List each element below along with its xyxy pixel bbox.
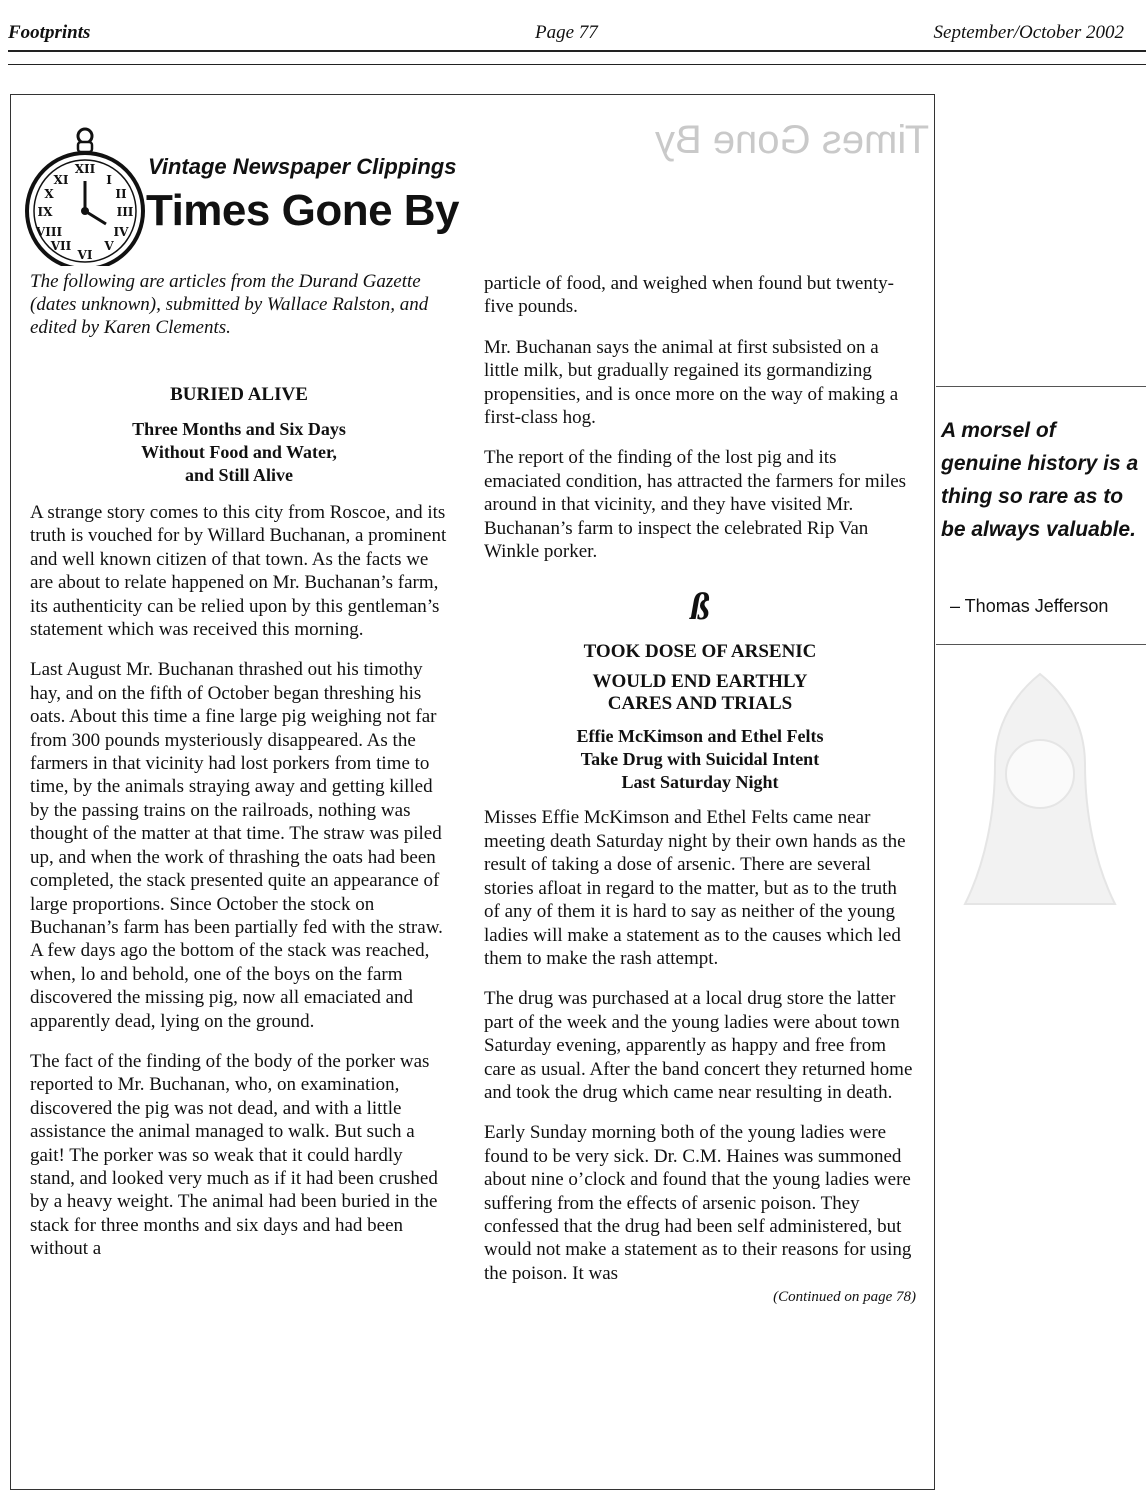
subhead-arsenic-1: Effie McKimson and Ethel Felts bbox=[576, 726, 824, 747]
subhead-arsenic-2: Take Drug with Suicidal Intent bbox=[580, 749, 820, 770]
headline-arsenic-3: CARES AND TRIALS bbox=[607, 693, 793, 715]
svg-text:X: X bbox=[44, 187, 54, 201]
paragraph: Misses Effie McKimson and Ethel Felts came near meeting death Saturday night by their own hands as the result of taking a dose of arsenic. There are several stories afloat in regard to the matter, but as to the truth of any of them it is hard to say as neither of the young ladies will make a statement as to the causes which led them to make the rash attempt. bbox=[484, 807, 906, 969]
pocket-watch-icon bbox=[22, 126, 148, 266]
masthead-kicker: Vintage Newspaper Clippings bbox=[148, 154, 457, 179]
paragraph: A strange story comes to this city from Roscoe, and its truth is vouched for by Willard Buchanan, a prominent and well known citizen of that town. As the facts we are about to relate happened on Mr. Buchanan’s farm, its authenticity can be relied upon by this gentleman’s statement which was received this morning. bbox=[30, 502, 447, 641]
svg-text:V: V bbox=[104, 239, 114, 253]
column-right bbox=[484, 272, 916, 1306]
sidebar-rule-top bbox=[936, 386, 1146, 387]
paragraph: The fact of the finding of the body of the porker was reported to Mr. Buchanan, who, on examination, discovered the pig was not dead, and with a little assistance the animal managed to walk. But such a gait! The porker was so weak that it could hardly stand, and looked very much as if it had been crushed by a heavy weight. The animal had been buried in the stack for three months and six days and had been without a bbox=[30, 1050, 438, 1260]
svg-text:I: I bbox=[106, 173, 112, 187]
header-rule-thick bbox=[8, 50, 1146, 52]
column-left bbox=[30, 384, 448, 1278]
running-header-left: Footprints bbox=[8, 22, 91, 43]
svg-text:VI: VI bbox=[77, 248, 93, 262]
headline-buried-alive: BURIED ALIVE bbox=[170, 384, 308, 405]
ghost-clock-image bbox=[955, 664, 1125, 924]
paragraph: The drug was purchased at a local drug store the latter part of the week and the young ladies were about town Saturday evening, apparently as happy and free from care as usual. After the band concert they returned home and took the drug which came near resulting in death. bbox=[484, 988, 913, 1103]
paragraph: Mr. Buchanan says the animal at first subsisted on a little milk, but gradually regained its gormandizing propensities, and is once more on the way of making a first-class hog. bbox=[484, 336, 899, 429]
subhead-line-1: Three Months and Six Days bbox=[132, 419, 346, 439]
running-header-page: Page 77 bbox=[535, 22, 598, 43]
paragraph: The report of the finding of the lost pig and its emaciated condition, has attracted the farmers for miles around in that vicinity, and they have visited Mr. Buchanan’s farm to inspect the celebrated Rip Van Winkle porker. bbox=[484, 447, 907, 563]
svg-text:III: III bbox=[116, 205, 134, 219]
svg-text:IV: IV bbox=[113, 225, 129, 239]
sidebar-rule-bottom bbox=[936, 644, 1146, 645]
sidebar-quote: A morsel of genuine history is a thing so rare as to be always valuable. bbox=[941, 419, 1139, 541]
headline-arsenic-2: WOULD END EARTHLY bbox=[592, 671, 808, 693]
svg-text:VIII: VIII bbox=[35, 225, 63, 239]
subhead-arsenic-3: Last Saturday Night bbox=[621, 772, 779, 793]
subhead-line-2: Without Food and Water, bbox=[141, 442, 337, 462]
sidebar-attribution: – Thomas Jefferson bbox=[950, 596, 1109, 616]
masthead-title: Times Gone By bbox=[146, 186, 460, 235]
paragraph: Last August Mr. Buchanan thrashed out his timothy hay, and on the fifth of October began threshing his oats. About this time a fine large pig weighing not far from 300 pounds mysteriously disappeared. As the farmers in that vicinity had lost porkers from time to time, by the animals straying away and getting killed by the passing trains on the railroads, nothing was thought of the matter at that time. The straw was piled up, and when the work of thrashing the oats had been completed, the stack presented quite an appearance of large proportions. Since October the stock on Buchanan’s farm has been partially fed with the straw. A few days ago the bottom of the stack was reached, when, lo and behold, one of the boys on the farm discovered the missing pig, now all emaciated and apparently dead, lying on the ground. bbox=[30, 659, 443, 1032]
ghost-title: Times Gone By bbox=[655, 118, 930, 162]
intro-text: The following are articles from the Durand Gazette (dates unknown), submitted by Wallace Ralston, and edited by Karen Clements. bbox=[30, 271, 429, 338]
svg-text:XII: XII bbox=[74, 162, 96, 176]
subhead-line-3: and Still Alive bbox=[184, 465, 294, 485]
running-header-date: September/October 2002 bbox=[933, 22, 1124, 43]
paragraph: particle of food, and weighed when found but twenty-five pounds. bbox=[484, 273, 894, 318]
svg-text:VII: VII bbox=[50, 239, 72, 253]
section-divider-glyph: ß bbox=[690, 586, 710, 629]
svg-text:II: II bbox=[115, 187, 127, 201]
continued-note: (Continued on page 78) bbox=[773, 1289, 916, 1306]
svg-text:IX: IX bbox=[37, 205, 53, 219]
svg-text:XI: XI bbox=[53, 173, 69, 187]
paragraph: Early Sunday morning both of the young ladies were found to be very sick. Dr. C.M. Haines was summoned about nine o’clock and found that the young ladies were suffering from the effects of arsenic poison. They confessed that the drug had been self administered, but would not make a statement as to their reasons for using the poison. It was bbox=[484, 1122, 912, 1284]
header-rule-thin bbox=[8, 64, 1146, 65]
headline-arsenic-1: TOOK DOSE OF ARSENIC bbox=[583, 641, 817, 663]
